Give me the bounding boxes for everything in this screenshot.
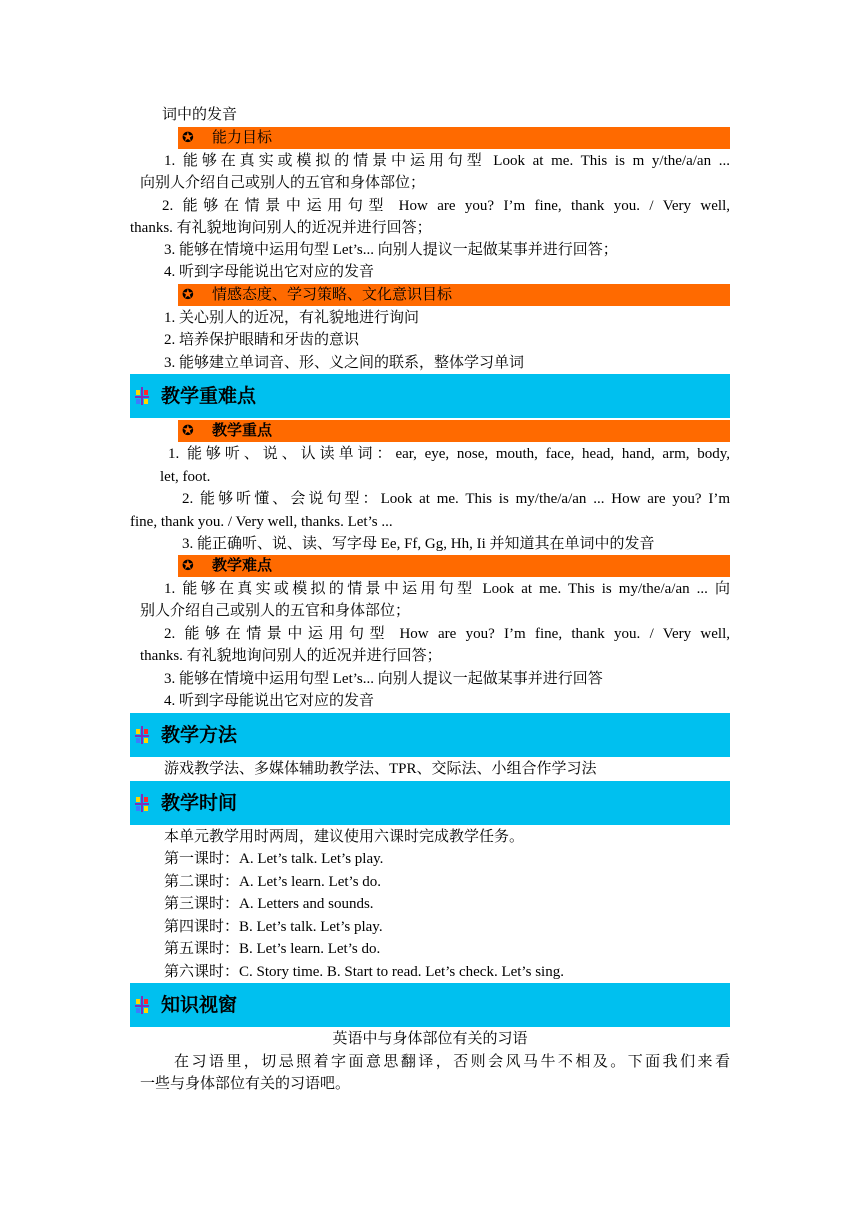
knowledge-paragraph-line-1: 在习语里，切忌照着字面意思翻译，否则会风马牛不相及。下面我们来看 [174, 1054, 730, 1070]
ability-item-3: 3. 能够在情境中运用句型 Let’s... 向别人提议一起做某事并进行回答； [164, 242, 618, 258]
methods-text: 游戏教学法、多媒体辅助教学法、TPR、交际法、小组合作学习法 [164, 761, 597, 777]
emotion-item-3: 3. 能够建立单词音、形、义之间的联系，整体学习单词 [164, 355, 525, 371]
lesson-1: 第一课时：A. Let’s talk. Let’s play. [164, 851, 384, 867]
key-item-1-line-1: 1. 能够听、说、认读单词：ear, eye, nose, mouth, face, head, hand, arm, body, [168, 446, 730, 462]
ability-item-2-line-2: thanks. 有礼貌地询问别人的近况并进行回答； [130, 220, 432, 236]
key-item-2-line-1: 2. 能够听懂、会说句型：Look at me. This is my/the/a/an ... How are you? I’m [182, 491, 730, 507]
section-time [130, 781, 730, 825]
ability-heading: 能力目标 [212, 130, 273, 146]
difficult-item-2-line-2: thanks. 有礼貌地询问别人的近况并进行回答； [140, 648, 442, 664]
star-icon: ✪ [182, 287, 194, 303]
ability-item-1-line-1: 1. 能够在真实或模拟的情景中运用句型 Look at me. This is m y/the/a/an ... [164, 153, 730, 169]
star-icon: ✪ [182, 130, 194, 146]
key-item-3: 3. 能正确听、说、读、写字母 Ee, Ff, Gg, Hh, Ii 并知道其在单词中的发音 [182, 536, 655, 552]
key-points-heading: 教学重点 [212, 423, 273, 439]
difficult-points-heading: 教学难点 [212, 558, 273, 574]
section-title: 教学方法 [161, 724, 238, 746]
key-item-2-line-2: fine, thank you. / Very well, thanks. Let’s ... [130, 514, 393, 530]
difficult-item-1-line-2: 别人介绍自己或别人的五官和身体部位； [140, 603, 411, 619]
time-intro: 本单元教学用时两周，建议使用六课时完成教学任务。 [164, 829, 525, 845]
section-title: 教学时间 [161, 792, 238, 814]
key-points-heading-band [178, 420, 730, 442]
section-knowledge [130, 983, 730, 1027]
difficult-item-3: 3. 能够在情境中运用句型 Let’s... 向别人提议一起做某事并进行回答 [164, 671, 603, 687]
section-methods [130, 713, 730, 757]
ability-item-2-line-1: 2. 能够在情景中运用句型 How are you? I’m fine, thank you. / Very well, [162, 198, 730, 214]
section-title: 知识视窗 [161, 994, 238, 1016]
section-key-difficult [130, 374, 730, 418]
ability-item-4: 4. 听到字母能说出它对应的发音 [164, 264, 375, 280]
emotion-item-2: 2. 培养保护眼睛和牙齿的意识 [164, 332, 360, 348]
intro-tail-text: 词中的发音 [162, 107, 238, 123]
book-icon [135, 794, 149, 812]
key-item-1-line-2: let, foot. [160, 469, 211, 485]
difficult-points-heading-band [178, 555, 730, 577]
star-icon: ✪ [182, 423, 194, 439]
difficult-item-4: 4. 听到字母能说出它对应的发音 [164, 693, 375, 709]
star-icon: ✪ [182, 558, 194, 574]
ability-item-1-line-2: 向别人介绍自己或别人的五官和身体部位； [140, 175, 426, 191]
ability-heading-band [178, 127, 730, 149]
emotion-heading: 情感态度、学习策略、文化意识目标 [212, 287, 453, 303]
lesson-6: 第六课时：C. Story time. B. Start to read. Let’s check. Let’s sing. [164, 964, 564, 980]
lesson-2: 第二课时：A. Let’s learn. Let’s do. [164, 874, 382, 890]
knowledge-paragraph-line-2: 一些与身体部位有关的习语吧。 [140, 1076, 351, 1092]
emotion-item-1: 1. 关心别人的近况，有礼貌地进行询问 [164, 310, 420, 326]
section-title: 教学重难点 [161, 385, 257, 407]
lesson-3: 第三课时：A. Letters and sounds. [164, 896, 374, 912]
lesson-5: 第五课时：B. Let’s learn. Let’s do. [164, 941, 381, 957]
difficult-item-2-line-1: 2. 能够在情景中运用句型 How are you? I’m fine, thank you. / Very well, [164, 626, 730, 642]
book-icon [135, 387, 149, 405]
book-icon [135, 726, 149, 744]
lesson-4: 第四课时：B. Let’s talk. Let’s play. [164, 919, 383, 935]
book-icon [135, 996, 149, 1014]
emotion-heading-band [178, 284, 730, 306]
difficult-item-1-line-1: 1. 能够在真实或模拟的情景中运用句型 Look at me. This is my/the/a/an ... 向 [164, 581, 730, 597]
knowledge-title: 英语中与身体部位有关的习语 [332, 1031, 528, 1047]
